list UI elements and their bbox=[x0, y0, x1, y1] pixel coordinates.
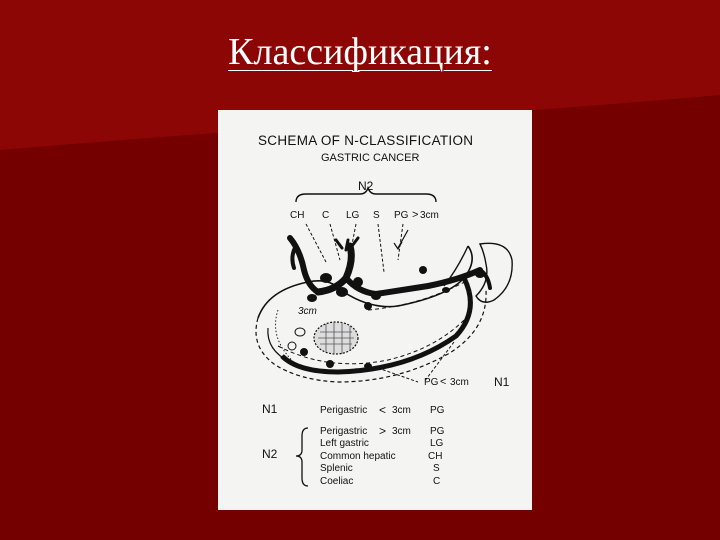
station-label-c: C bbox=[322, 210, 330, 221]
legend-n2-greater-sign: > bbox=[379, 424, 387, 438]
legend-n1-term: Perigastric bbox=[320, 405, 368, 416]
n1-diagram-label: N1 bbox=[494, 375, 510, 389]
figure-heading: SCHEMA OF N-CLASSIFICATION bbox=[258, 133, 474, 148]
legend-n1-label: N1 bbox=[262, 402, 278, 416]
legend-n1-threshold: 3cm bbox=[392, 405, 411, 416]
legend-n2-term: Perigastric bbox=[320, 426, 368, 437]
legend-n2-term: Coeliac bbox=[320, 476, 354, 487]
legend-n2-code: PG bbox=[430, 426, 445, 437]
legend-n2-code: LG bbox=[430, 438, 444, 449]
legend-n2-label: N2 bbox=[262, 447, 278, 461]
legend-n2-code: CH bbox=[428, 451, 443, 462]
station-label-pg: PG bbox=[394, 210, 409, 221]
legend-n1-code: PG bbox=[430, 405, 445, 416]
legend-n2-code: C bbox=[433, 476, 441, 487]
station-label-s: S bbox=[373, 210, 380, 221]
n2-group-label: N2 bbox=[358, 179, 374, 193]
station-label-lg: LG bbox=[346, 210, 360, 221]
pg-threshold: 3cm bbox=[420, 210, 439, 221]
figure-subheading: GASTRIC CANCER bbox=[321, 152, 420, 164]
n-classification-figure bbox=[218, 110, 532, 510]
pg-greater-sign: > bbox=[412, 209, 419, 221]
legend-n2-code: S bbox=[433, 463, 440, 474]
n2-legend-brace bbox=[296, 428, 308, 486]
legend-n1-less-sign: < bbox=[379, 403, 387, 417]
legend-n2-term: Splenic bbox=[320, 463, 353, 474]
station-label-ch: CH bbox=[290, 210, 305, 221]
tumor-distance-label: 3cm bbox=[298, 306, 317, 317]
legend-n2-term: Left gastric bbox=[320, 438, 369, 449]
legend-n2-threshold: 3cm bbox=[392, 426, 411, 437]
lower-threshold: 3cm bbox=[450, 377, 469, 388]
lower-pg-label: PG bbox=[424, 377, 439, 388]
slide-title: Классификация: bbox=[228, 31, 492, 73]
lower-less-sign: < bbox=[440, 376, 447, 388]
legend-n2-term: Common hepatic bbox=[320, 451, 396, 462]
